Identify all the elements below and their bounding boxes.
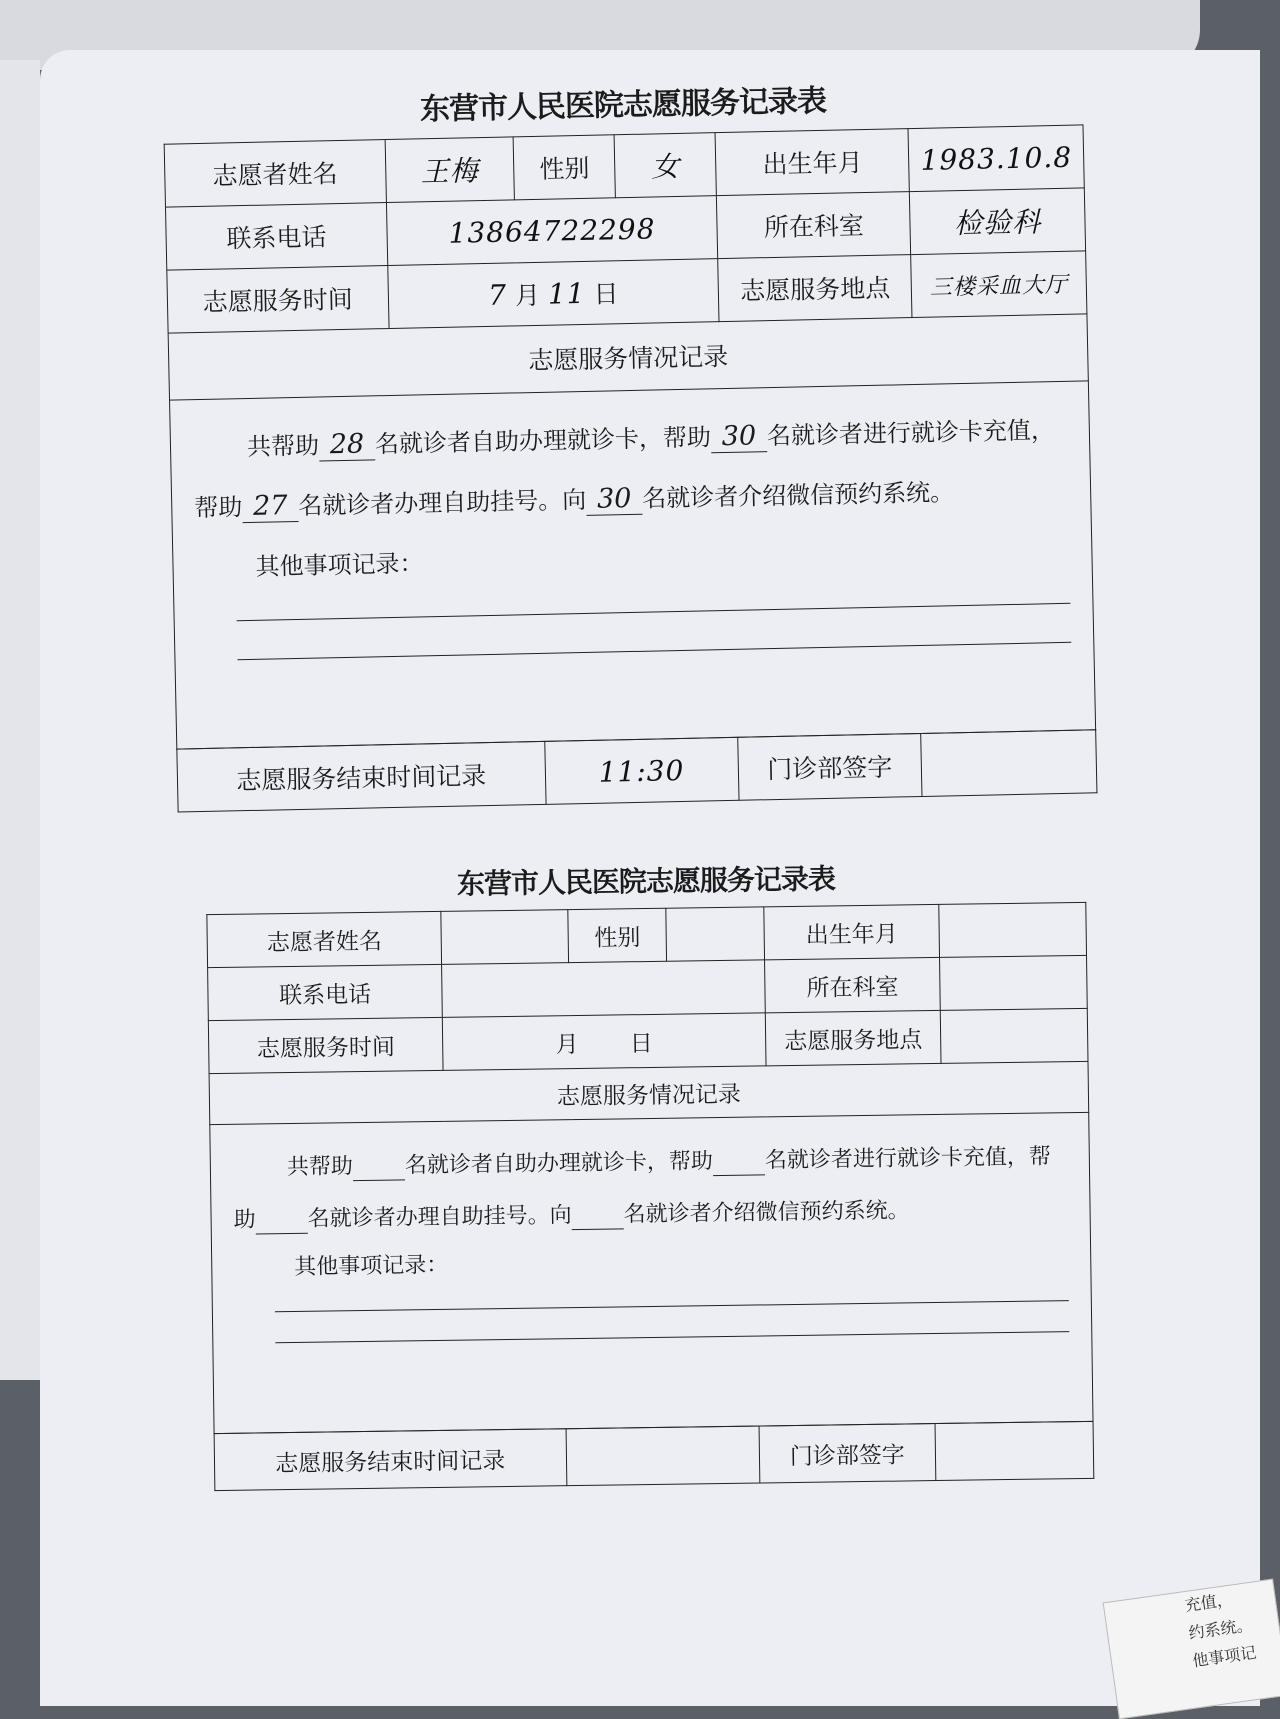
- text-segment: 名就诊者进行就诊卡充值，帮助: [233, 1144, 1052, 1233]
- count-blank[interactable]: 28: [319, 429, 376, 461]
- record-form-blank: [206, 854, 1095, 1491]
- phone-label: 联系电话: [165, 203, 387, 271]
- month-value: 7: [487, 278, 508, 312]
- gender-label: 性别: [568, 908, 666, 962]
- phone-field[interactable]: [386, 196, 718, 266]
- text-segment: 共帮助: [246, 431, 320, 462]
- end-time-label: 志愿服务结束时间记录: [214, 1429, 566, 1491]
- name-field[interactable]: [441, 910, 569, 965]
- record-form-filled: [163, 70, 1098, 812]
- month-unit: 月: [514, 280, 541, 311]
- form-table: [206, 902, 1093, 1434]
- phone-value: 13864722298: [448, 211, 656, 250]
- phone-field[interactable]: [442, 960, 765, 1017]
- text-segment: 名就诊者介绍微信预约系统。: [641, 478, 955, 513]
- table-row: [210, 1112, 1093, 1433]
- signature-field[interactable]: [921, 730, 1097, 797]
- birth-field[interactable]: [939, 902, 1086, 957]
- department-field[interactable]: [910, 188, 1086, 255]
- writing-line[interactable]: [275, 1331, 1069, 1343]
- service-time-field[interactable]: [443, 1013, 766, 1070]
- fragment-line: 充值，: [1183, 1589, 1234, 1616]
- text-segment: 名就诊者介绍微信预约系统。: [623, 1198, 910, 1228]
- service-time-label: 志愿服务时间: [167, 266, 389, 334]
- count-blank[interactable]: [255, 1203, 307, 1235]
- day-unit: 日: [629, 1030, 653, 1057]
- text-segment: 名就诊者自助办理就诊卡，帮助: [404, 1149, 714, 1179]
- service-place-value: 三楼采血大厅: [929, 272, 1069, 301]
- service-place-label: 志愿服务地点: [765, 1010, 942, 1065]
- gender-field[interactable]: [614, 133, 716, 198]
- fragment-line: 约系统。: [1187, 1615, 1254, 1643]
- paper-edge: [0, 60, 40, 1380]
- phone-label: 联系电话: [208, 964, 443, 1020]
- other-items-label: 其他事项记录：: [294, 1252, 449, 1280]
- service-place-label: 志愿服务地点: [718, 255, 912, 322]
- end-time-value: 11:30: [598, 753, 685, 789]
- count-blank[interactable]: [353, 1149, 405, 1181]
- name-label: 志愿者姓名: [164, 140, 386, 208]
- department-value: 检验科: [953, 205, 1042, 241]
- signature-label: 门诊部签字: [759, 1424, 936, 1483]
- name-value: 王梅: [420, 154, 480, 189]
- month-unit: 月: [555, 1031, 579, 1058]
- birth-label: 出生年月: [763, 904, 940, 959]
- record-paragraph: [192, 400, 1068, 538]
- birth-field[interactable]: [908, 125, 1084, 192]
- form-table: [164, 124, 1096, 749]
- count-blank[interactable]: 30: [586, 484, 643, 516]
- end-time-field[interactable]: [566, 1426, 760, 1486]
- name-field[interactable]: [385, 137, 515, 203]
- record-paragraph: [233, 1131, 1068, 1247]
- writing-line[interactable]: [237, 642, 1071, 660]
- birth-label: 出生年月: [715, 129, 909, 196]
- form-title: 东营市人民医院志愿服务记录表: [419, 83, 827, 128]
- gender-value: 女: [650, 149, 681, 184]
- writing-line[interactable]: [275, 1300, 1069, 1312]
- count-blank[interactable]: [571, 1198, 623, 1230]
- service-place-field[interactable]: [941, 1008, 1088, 1063]
- record-body: [210, 1112, 1093, 1433]
- day-unit: 日: [593, 279, 619, 309]
- service-time-field[interactable]: [387, 259, 719, 329]
- service-time-label: 志愿服务时间: [208, 1017, 443, 1073]
- gender-field[interactable]: [666, 907, 764, 961]
- department-label: 所在科室: [717, 192, 911, 259]
- other-items-label: 其他事项记录：: [255, 549, 424, 581]
- count-blank[interactable]: 27: [242, 491, 299, 523]
- birth-value: 1983.10.8: [920, 140, 1073, 177]
- department-field[interactable]: [940, 955, 1087, 1010]
- service-place-field[interactable]: [911, 251, 1087, 318]
- signature-label: 门诊部签字: [737, 733, 922, 800]
- text-segment: 名就诊者自助办理就诊卡，帮助: [374, 423, 712, 459]
- record-body: [170, 381, 1096, 749]
- text-segment: 共帮助: [286, 1154, 354, 1181]
- day-value: 11: [547, 276, 586, 311]
- end-time-label: 志愿服务结束时间记录: [177, 741, 546, 812]
- text-segment: 名就诊者进行就诊卡充值，帮助: [194, 416, 1056, 523]
- fragment-line: 他事项记: [1191, 1642, 1258, 1671]
- name-label: 志愿者姓名: [207, 911, 442, 967]
- end-table: [214, 1421, 1095, 1491]
- text-segment: 名就诊者办理自助挂号。向: [297, 485, 587, 520]
- section-title: 志愿服务情况记录: [168, 314, 1088, 400]
- form-title: 东营市人民医院志愿服务记录表: [456, 862, 836, 901]
- section-title: 志愿服务情况记录: [209, 1061, 1089, 1124]
- signature-field[interactable]: [935, 1421, 1094, 1480]
- end-time-field[interactable]: [544, 737, 738, 804]
- gender-label: 性别: [513, 135, 615, 200]
- writing-line[interactable]: [237, 603, 1071, 621]
- count-blank[interactable]: 30: [711, 421, 768, 453]
- table-row: [170, 381, 1096, 749]
- table-row: [214, 1421, 1094, 1490]
- text-segment: 名就诊者办理自助挂号。向: [307, 1203, 572, 1232]
- count-blank[interactable]: [713, 1144, 765, 1176]
- corner-paper-fragment: [1103, 1579, 1280, 1719]
- department-label: 所在科室: [764, 957, 941, 1012]
